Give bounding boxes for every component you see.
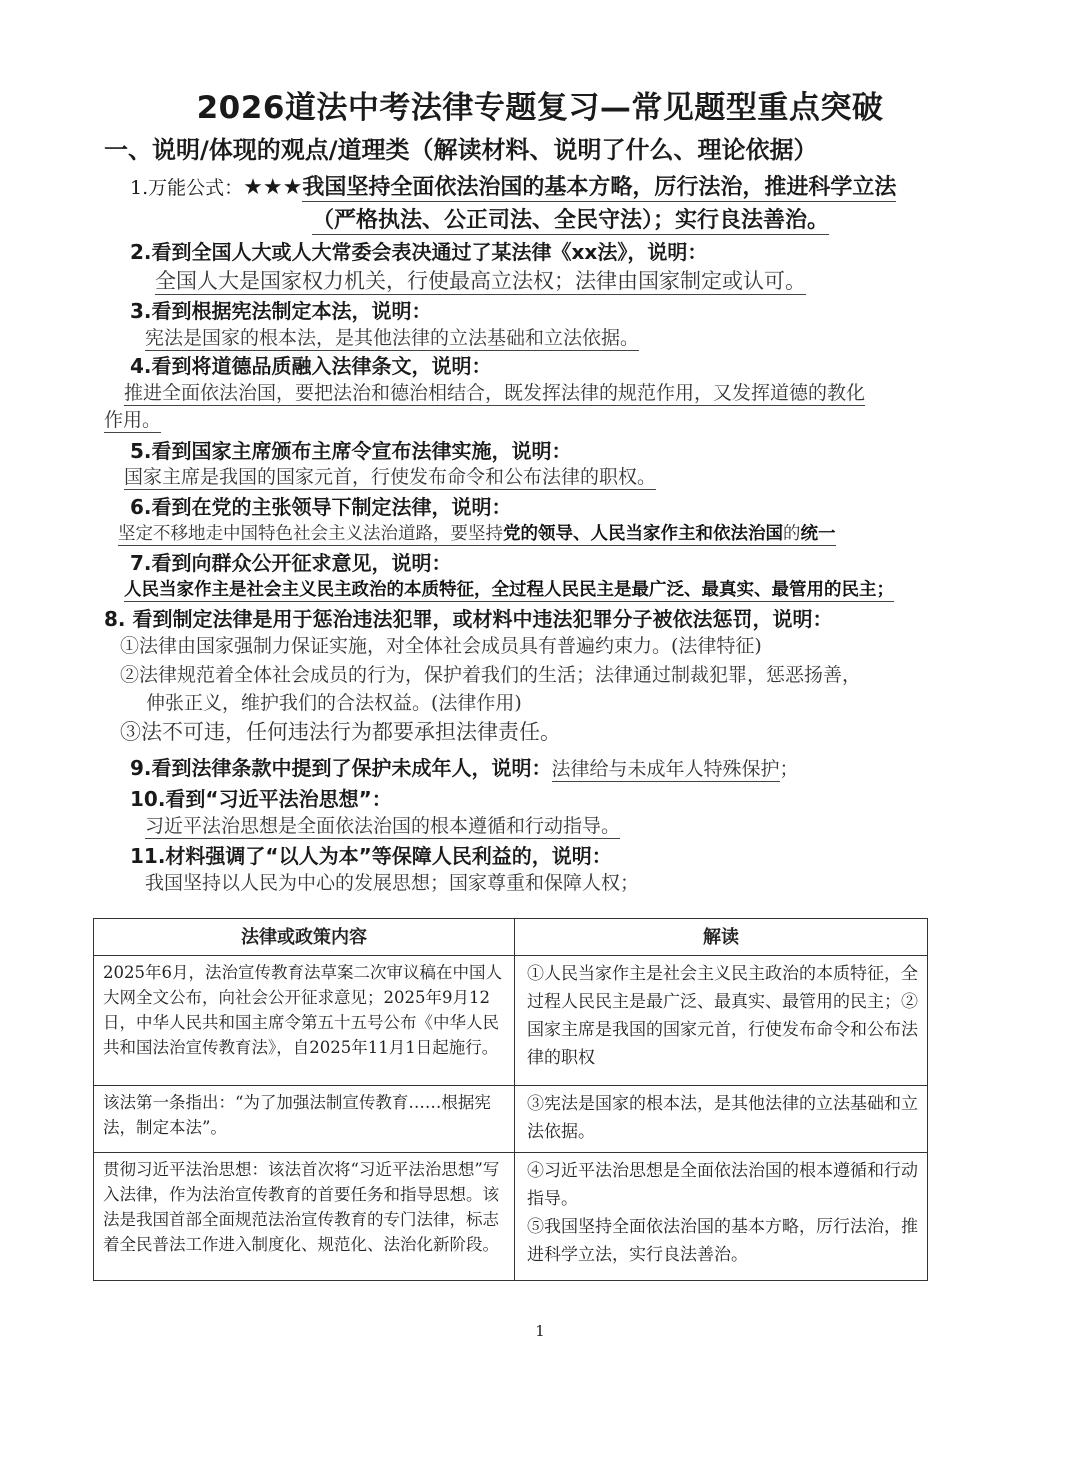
item-11-question: 11.材料强调了“以人为本”等保障人民利益的，说明： (130, 844, 612, 868)
item-5-answer: 国家主席是我国的国家元首，行使发布命令和公布法律的职权。 (124, 466, 657, 488)
item-8-question: 8. 看到制定法律是用于惩治违法犯罪，或材料中违法犯罪分子被依法惩罚，说明： (104, 607, 833, 631)
table-cell-content: 该法第一条指出：“为了加强法制宣传教育……根据宪法，制定本法”。 (94, 1086, 515, 1153)
item-4-question: 4.看到将道德品质融入法律条文，说明： (130, 354, 492, 378)
table-header-row (94, 919, 928, 956)
item-2-answer: 全国人大是国家权力机关，行使最高立法权；法律由国家制定或认可。 (155, 269, 806, 293)
section-heading: 一、说明/体现的观点/道理类（解读材料、说明了什么、理论依据） (104, 136, 818, 164)
item-2-question: 2.看到全国人大或人大常委会表决通过了某法律《xx法》，说明： (130, 240, 708, 264)
formula-line-2 (312, 203, 829, 234)
law-interpretation-table (93, 918, 928, 1281)
table-header-content: 法律或政策内容 (94, 919, 515, 956)
item-4-answer-1: 推进全面依法治国，要把法治和德治相结合，既发挥法律的规范作用，又发挥道德的教化 (124, 382, 866, 404)
item-3-question: 3.看到根据宪法制定本法，说明： (130, 299, 432, 323)
item-11-answer: 我国坚持以人民为中心的发展思想；国家尊重和保障人权； (145, 872, 640, 894)
item-9-answer: 法律给与未成年人特殊保护 (551, 758, 780, 780)
item-7-question: 7.看到向群众公开征求意见，说明： (130, 551, 452, 575)
item-9-tail: ； (779, 758, 799, 780)
item-4-answer-2: 作用。 (104, 409, 162, 431)
item-9-question: 9.看到法律条款中提到了保护未成年人，说明： (130, 756, 552, 780)
table-row (94, 956, 928, 1086)
item-9 (130, 752, 799, 781)
page-number: 1 (535, 1322, 545, 1340)
formula-stars: ★★★ (243, 175, 303, 200)
table-cell-interpretation: ①人民当家作主是社会主义民主政治的本质特征，全过程人民民主是最广泛、最真实、最管用的民主；②国家主席是我国的国家元首，行使发布命令和公布法律的职权 (515, 956, 928, 1086)
item-10-question: 10.看到“习近平法治思想”： (130, 787, 392, 811)
item-6-answer-pre: 坚定不移地走中国特色社会主义法治道路，要坚持 (118, 524, 503, 544)
item-5-question: 5.看到国家主席颁布主席令宣布法律实施，说明： (130, 439, 572, 463)
formula-line-1 (130, 170, 896, 201)
table-cell-interpretation-line-2: ⑤我国坚持全面依法治国的基本方略，厉行法治，推进科学立法，实行良法善治。 (527, 1217, 918, 1265)
item-6-answer (118, 520, 836, 545)
item-8-point-2b: 伸张正义，维护我们的合法权益。(法律作用) (146, 692, 522, 714)
item-10-answer: 习近平法治思想是全面依法治国的根本遵循和行动指导。 (145, 815, 621, 837)
formula-text-1: 我国坚持全面依法治国的基本方略，厉行法治，推进科学立法 (302, 175, 897, 200)
table-row (94, 1086, 928, 1153)
item-8-point-2a: ②法律规范着全体社会成员的行为，保护着我们的生活；法律通过制裁犯罪，惩恶扬善， (120, 664, 862, 686)
item-7-answer: 人民当家作主是社会主义民主政治的本质特征，全过程人民民主是最广泛、最真实、最管用的民主； (124, 580, 894, 600)
item-6-answer-bold-2: 统一 (800, 524, 836, 544)
item-8-point-3: ③法不可违，任何违法行为都要承担法律责任。 (120, 720, 561, 744)
formula-prefix: 1.万能公式： (130, 177, 244, 199)
page-title: 2026道法中考法律专题复习—常见题型重点突破 (196, 90, 884, 126)
table-cell-interpretation (515, 1153, 928, 1281)
table-cell-interpretation: ③宪法是国家的根本法，是其他法律的立法基础和立法依据。 (515, 1086, 928, 1153)
item-6-answer-mid: 的 (783, 524, 801, 544)
table-header-interpretation: 解读 (515, 919, 928, 956)
table-cell-content: 2025年6月，法治宣传教育法草案二次审议稿在中国人大网全文公布，向社会公开征求意见；2025年9月12日，中华人民共和国主席令第五十五号公布《中华人民共和国法治宣传教育法》，自2025年11月1日起施行。 (94, 956, 515, 1086)
table-cell-content: 贯彻习近平法治思想：该法首次将“习近平法治思想”写入法律，作为法治宣传教育的首要任务和指导思想。该法是我国首部全面规范法治宣传教育的专门法律，标志着全民普法工作进入制度化、规范化、法治化新阶段。 (94, 1153, 515, 1281)
table-row (94, 1153, 928, 1281)
formula-text-2: （严格执法、公正司法、全民守法）；实行良法善治。 (312, 208, 830, 233)
item-8-point-1: ①法律由国家强制力保证实施，对全体社会成员具有普遍约束力。(法律特征) (120, 635, 762, 657)
item-3-answer: 宪法是国家的根本法，是其他法律的立法基础和立法依据。 (145, 327, 640, 349)
item-6-question: 6.看到在党的主张领导下制定法律，说明： (130, 495, 512, 519)
table-cell-interpretation-line-1: ④习近平法治思想是全面依法治国的根本遵循和行动指导。 (527, 1161, 918, 1209)
item-6-answer-bold-1: 党的领导、人民当家作主和依法治国 (503, 524, 783, 544)
